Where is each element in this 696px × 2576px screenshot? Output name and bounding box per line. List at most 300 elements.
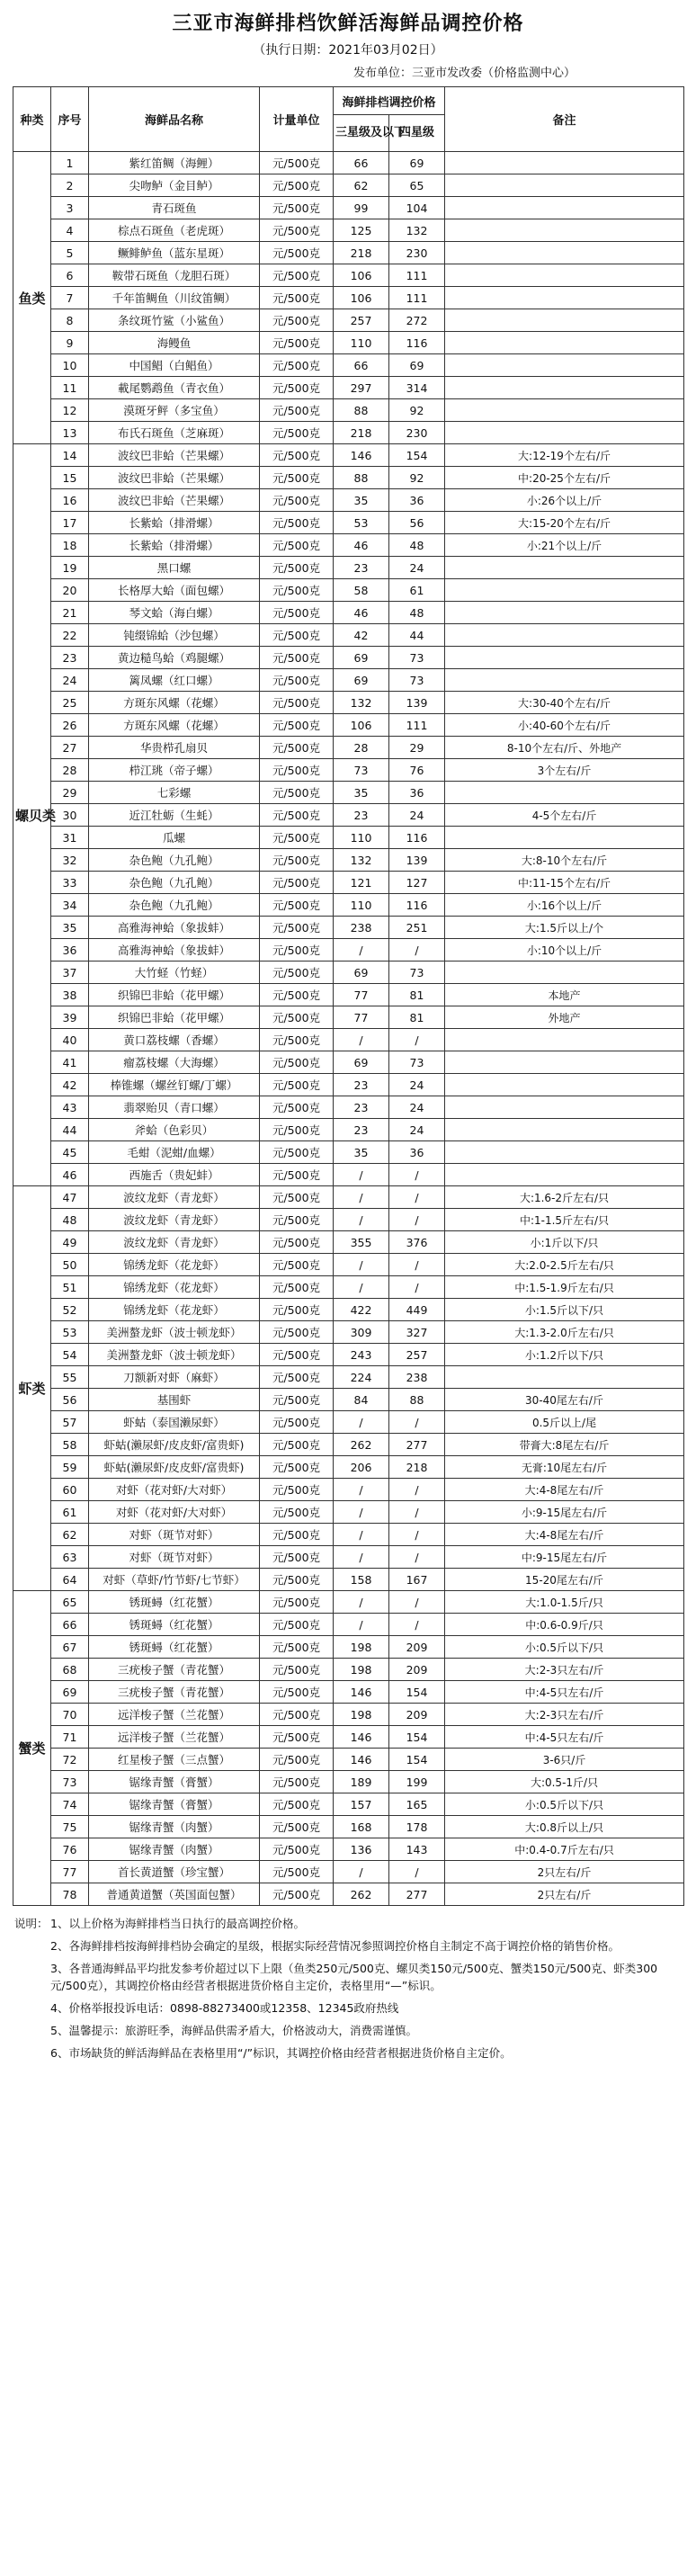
price-four-star-cell: 143 [389, 1838, 445, 1861]
price-four-star-cell: 104 [389, 197, 445, 219]
unit-cell: 元/500克 [260, 1434, 334, 1456]
price-three-star-cell: / [334, 1591, 389, 1614]
table-row [13, 1231, 684, 1254]
table-body [13, 152, 684, 1906]
price-four-star-cell: 167 [389, 1569, 445, 1591]
price-four-star-cell: 92 [389, 467, 445, 489]
remark-cell [445, 647, 684, 669]
price-four-star-cell: 24 [389, 557, 445, 579]
remark-cell: 大:1.5斤以上/个 [445, 917, 684, 939]
note-text: 6、市场缺货的鲜活海鲜品在表格里用“/”标识，其调控价格由经营者根据进货价格自主定价。 [50, 2046, 512, 2060]
name-cell: 波纹龙虾（青龙虾） [89, 1209, 260, 1231]
price-four-star-cell: 327 [389, 1321, 445, 1344]
price-four-star-cell: 277 [389, 1883, 445, 1906]
remark-cell [445, 354, 684, 377]
price-four-star-cell: / [389, 1546, 445, 1569]
unit-cell: 元/500克 [260, 827, 334, 849]
table-row [13, 1479, 684, 1501]
unit-cell: 元/500克 [260, 1321, 334, 1344]
header-price-group: 海鲜排档调控价格 [334, 87, 445, 115]
unit-cell: 元/500克 [260, 1883, 334, 1906]
note-text: 3、各普通海鲜品平均批发参考价超过以下上限（鱼类250元/500克、螺贝类150元/500克、蟹类150元/500克、虾类300元/500克），其调控价格由经营者根据进货价格自主定价，表格里用“—”标识。 [50, 1962, 658, 1992]
price-four-star-cell: 139 [389, 849, 445, 872]
seq-cell: 47 [51, 1186, 89, 1209]
unit-cell: 元/500克 [260, 939, 334, 962]
table-row [13, 872, 684, 894]
remark-cell: 小:9-15尾左右/斤 [445, 1501, 684, 1524]
unit-cell: 元/500克 [260, 467, 334, 489]
seq-cell: 73 [51, 1771, 89, 1793]
table-row [13, 1681, 684, 1704]
price-three-star-cell: 110 [334, 827, 389, 849]
table-row [13, 242, 684, 264]
price-three-star-cell: / [334, 1546, 389, 1569]
unit-cell: 元/500克 [260, 1344, 334, 1366]
price-four-star-cell: 116 [389, 332, 445, 354]
remark-cell: 带膏大:8尾左右/斤 [445, 1434, 684, 1456]
price-three-star-cell: 243 [334, 1344, 389, 1366]
price-three-star-cell: 355 [334, 1231, 389, 1254]
name-cell: 杂色鲍（九孔鲍） [89, 872, 260, 894]
name-cell: 华贵栉孔扇贝 [89, 737, 260, 759]
price-three-star-cell: 69 [334, 647, 389, 669]
price-four-star-cell: 69 [389, 152, 445, 174]
remark-cell: 中:4-5只左右/斤 [445, 1681, 684, 1704]
table-header-row [13, 87, 684, 115]
seq-cell: 28 [51, 759, 89, 782]
name-cell: 七彩螺 [89, 782, 260, 804]
seq-cell: 60 [51, 1479, 89, 1501]
note-item [14, 2044, 683, 2062]
price-three-star-cell: 309 [334, 1321, 389, 1344]
price-three-star-cell: 168 [334, 1816, 389, 1838]
header-three-star: 三星级及以下 [334, 115, 389, 152]
table-row [13, 1209, 684, 1231]
seq-cell: 19 [51, 557, 89, 579]
name-cell: 美洲螯龙虾（波士顿龙虾） [89, 1321, 260, 1344]
table-row [13, 1029, 684, 1051]
price-three-star-cell: / [334, 1861, 389, 1883]
name-cell: 杂色鲍（九孔鲍） [89, 894, 260, 917]
table-row [13, 1321, 684, 1344]
table-row [13, 489, 684, 512]
price-four-star-cell: / [389, 1524, 445, 1546]
price-three-star-cell: 66 [334, 152, 389, 174]
remark-cell [445, 579, 684, 602]
name-cell: 三疣梭子蟹（青花蟹） [89, 1659, 260, 1681]
price-four-star-cell: 73 [389, 962, 445, 984]
unit-cell: 元/500克 [260, 669, 334, 692]
seq-cell: 36 [51, 939, 89, 962]
price-four-star-cell: 81 [389, 984, 445, 1006]
note-lead [14, 2044, 50, 2062]
table-row [13, 827, 684, 849]
unit-cell: 元/500克 [260, 737, 334, 759]
seq-cell: 63 [51, 1546, 89, 1569]
unit-cell: 元/500克 [260, 1704, 334, 1726]
name-cell: 大竹蛏（竹蛏） [89, 962, 260, 984]
name-cell: 锯缘青蟹（膏蟹） [89, 1771, 260, 1793]
name-cell: 对虾（斑节对虾） [89, 1524, 260, 1546]
price-four-star-cell: / [389, 939, 445, 962]
price-four-star-cell: / [389, 1186, 445, 1209]
note-lead [14, 1999, 50, 2017]
price-three-star-cell: 77 [334, 1006, 389, 1029]
remark-cell [445, 669, 684, 692]
price-four-star-cell: / [389, 1164, 445, 1186]
unit-cell: 元/500克 [260, 1209, 334, 1231]
remark-cell: 中:11-15个左右/斤 [445, 872, 684, 894]
unit-cell: 元/500克 [260, 557, 334, 579]
price-three-star-cell: 238 [334, 917, 389, 939]
name-cell: 首长黄道蟹（珍宝蟹） [89, 1861, 260, 1883]
note-lead [14, 1960, 50, 1994]
remark-cell: 大:1.0-1.5斤/只 [445, 1591, 684, 1614]
notes-section [13, 1915, 683, 2062]
seq-cell: 57 [51, 1411, 89, 1434]
unit-cell: 元/500克 [260, 1276, 334, 1299]
table-row [13, 962, 684, 984]
price-three-star-cell: 23 [334, 1096, 389, 1119]
note-item [14, 1960, 683, 1994]
remark-cell [445, 332, 684, 354]
seq-cell: 53 [51, 1321, 89, 1344]
price-three-star-cell: 35 [334, 489, 389, 512]
remark-cell: 小:0.5斤以下/只 [445, 1793, 684, 1816]
price-three-star-cell: 35 [334, 782, 389, 804]
remark-cell: 小:21个以上/斤 [445, 534, 684, 557]
seq-cell: 66 [51, 1614, 89, 1636]
remark-cell: 外地产 [445, 1006, 684, 1029]
remark-cell [445, 1096, 684, 1119]
seq-cell: 59 [51, 1456, 89, 1479]
seq-cell: 15 [51, 467, 89, 489]
name-cell: 远洋梭子蟹（兰花蟹） [89, 1704, 260, 1726]
table-row [13, 264, 684, 287]
unit-cell: 元/500克 [260, 1838, 334, 1861]
seq-cell: 6 [51, 264, 89, 287]
name-cell: 栉江珧（帝子螺） [89, 759, 260, 782]
name-cell: 高雅海神蛤（象拔蚌） [89, 917, 260, 939]
seq-cell: 76 [51, 1838, 89, 1861]
seq-cell: 45 [51, 1141, 89, 1164]
unit-cell: 元/500克 [260, 1569, 334, 1591]
name-cell: 锈斑蟳（红花蟹） [89, 1591, 260, 1614]
price-three-star-cell: 218 [334, 242, 389, 264]
unit-cell: 元/500克 [260, 1479, 334, 1501]
seq-cell: 10 [51, 354, 89, 377]
remark-cell [445, 962, 684, 984]
price-four-star-cell: 272 [389, 309, 445, 332]
price-four-star-cell: 88 [389, 1389, 445, 1411]
seq-cell: 13 [51, 422, 89, 444]
remark-cell [445, 287, 684, 309]
unit-cell: 元/500克 [260, 782, 334, 804]
unit-cell: 元/500克 [260, 309, 334, 332]
price-four-star-cell: 230 [389, 242, 445, 264]
remark-cell: 2只左右/斤 [445, 1883, 684, 1906]
price-four-star-cell: 111 [389, 287, 445, 309]
seq-cell: 37 [51, 962, 89, 984]
seq-cell: 26 [51, 714, 89, 737]
note-text: 1、以上价格为海鲜排档当日执行的最高调控价格。 [50, 1917, 305, 1930]
price-four-star-cell: 81 [389, 1006, 445, 1029]
price-three-star-cell: / [334, 1524, 389, 1546]
price-four-star-cell: 36 [389, 1141, 445, 1164]
unit-cell: 元/500克 [260, 917, 334, 939]
name-cell: 尖吻鲈（金目鲈） [89, 174, 260, 197]
table-row [13, 917, 684, 939]
table-row [13, 1838, 684, 1861]
price-four-star-cell: 139 [389, 692, 445, 714]
seq-cell: 43 [51, 1096, 89, 1119]
price-four-star-cell: 257 [389, 1344, 445, 1366]
name-cell: 篱凤螺（红口螺） [89, 669, 260, 692]
table-row [13, 377, 684, 399]
table-row [13, 1276, 684, 1299]
unit-cell: 元/500克 [260, 1771, 334, 1793]
remark-cell [445, 399, 684, 422]
price-four-star-cell: 73 [389, 1051, 445, 1074]
note-text: 5、温馨提示：旅游旺季，海鲜品供需矛盾大，价格波动大，消费需谨慎。 [50, 2024, 417, 2037]
price-three-star-cell: 132 [334, 692, 389, 714]
note-text: 4、价格举报投诉电话：0898-88273400或12358、12345政府热线 [50, 2001, 399, 2015]
table-row [13, 1164, 684, 1186]
name-cell: 黄口荔枝螺（香螺） [89, 1029, 260, 1051]
name-cell: 对虾（草虾/竹节虾/七节虾） [89, 1569, 260, 1591]
remark-cell [445, 1141, 684, 1164]
remark-cell: 小:1斤以下/只 [445, 1231, 684, 1254]
price-four-star-cell: 251 [389, 917, 445, 939]
name-cell: 虾蛄（泰国濑尿虾） [89, 1411, 260, 1434]
unit-cell: 元/500克 [260, 287, 334, 309]
price-four-star-cell: 154 [389, 1726, 445, 1749]
unit-cell: 元/500克 [260, 197, 334, 219]
name-cell: 锈斑蟳（红花蟹） [89, 1636, 260, 1659]
seq-cell: 9 [51, 332, 89, 354]
price-four-star-cell: 314 [389, 377, 445, 399]
table-row [13, 197, 684, 219]
name-cell: 杂色鲍（九孔鲍） [89, 849, 260, 872]
table-row [13, 894, 684, 917]
name-cell: 波纹龙虾（青龙虾） [89, 1231, 260, 1254]
seq-cell: 29 [51, 782, 89, 804]
table-row [13, 1434, 684, 1456]
note-text: 2、各海鲜排档按海鲜排档协会确定的星级，根据实际经营情况参照调控价格自主制定不高于调控价格的销售价格。 [50, 1939, 620, 1953]
remark-cell: 小:16个以上/斤 [445, 894, 684, 917]
price-three-star-cell: 73 [334, 759, 389, 782]
table-row [13, 399, 684, 422]
remark-cell [445, 197, 684, 219]
unit-cell: 元/500克 [260, 1254, 334, 1276]
price-table [13, 86, 684, 1906]
remark-cell: 15-20尾左右/斤 [445, 1569, 684, 1591]
unit-cell: 元/500克 [260, 1029, 334, 1051]
header-unit: 计量单位 [260, 87, 334, 152]
name-cell: 织锦巴非蛤（花甲螺） [89, 1006, 260, 1029]
unit-cell: 元/500克 [260, 1096, 334, 1119]
header-category: 种类 [13, 87, 51, 152]
category-label: 蟹类 [13, 1591, 51, 1906]
price-four-star-cell: 209 [389, 1659, 445, 1681]
remark-cell [445, 1051, 684, 1074]
remark-cell: 3-6只/斤 [445, 1749, 684, 1771]
unit-cell: 元/500克 [260, 1051, 334, 1074]
price-four-star-cell: 178 [389, 1816, 445, 1838]
table-row [13, 759, 684, 782]
name-cell: 琴文蛤（海白螺） [89, 602, 260, 624]
remark-cell: 大:8-10个左右/斤 [445, 849, 684, 872]
price-four-star-cell: / [389, 1861, 445, 1883]
seq-cell: 64 [51, 1569, 89, 1591]
unit-cell: 元/500克 [260, 444, 334, 467]
table-row [13, 174, 684, 197]
page-title: 三亚市海鲜排档饮鲜活海鲜品调控价格 [172, 13, 524, 35]
remark-cell [445, 1119, 684, 1141]
remark-cell [445, 242, 684, 264]
seq-cell: 16 [51, 489, 89, 512]
seq-cell: 20 [51, 579, 89, 602]
seq-cell: 22 [51, 624, 89, 647]
price-three-star-cell: 198 [334, 1659, 389, 1681]
unit-cell: 元/500克 [260, 1524, 334, 1546]
name-cell: 条纹斑竹鲨（小鲨鱼） [89, 309, 260, 332]
price-four-star-cell: 218 [389, 1456, 445, 1479]
name-cell: 高雅海神蛤（象拔蚌） [89, 939, 260, 962]
header-seq: 序号 [51, 87, 89, 152]
seq-cell: 55 [51, 1366, 89, 1389]
seq-cell: 3 [51, 197, 89, 219]
seq-cell: 41 [51, 1051, 89, 1074]
table-row [13, 714, 684, 737]
price-three-star-cell: 110 [334, 894, 389, 917]
table-row [13, 534, 684, 557]
name-cell: 瘤荔枝螺（大海螺） [89, 1051, 260, 1074]
table-row [13, 1524, 684, 1546]
price-four-star-cell: 154 [389, 444, 445, 467]
seq-cell: 7 [51, 287, 89, 309]
name-cell: 基围虾 [89, 1389, 260, 1411]
price-four-star-cell: 73 [389, 669, 445, 692]
remark-cell: 大:15-20个左右/斤 [445, 512, 684, 534]
name-cell: 布氏石斑鱼（芝麻斑） [89, 422, 260, 444]
table-row [13, 1749, 684, 1771]
price-four-star-cell: 277 [389, 1434, 445, 1456]
name-cell: 锯缘青蟹（肉蟹） [89, 1838, 260, 1861]
price-four-star-cell: 154 [389, 1749, 445, 1771]
table-row [13, 804, 684, 827]
price-three-star-cell: 62 [334, 174, 389, 197]
price-three-star-cell: 69 [334, 962, 389, 984]
price-four-star-cell: / [389, 1411, 445, 1434]
price-three-star-cell: 23 [334, 804, 389, 827]
table-row [13, 1546, 684, 1569]
name-cell: 虾蛄(濑尿虾/皮皮虾/富贵虾) [89, 1456, 260, 1479]
price-four-star-cell: 127 [389, 872, 445, 894]
unit-cell: 元/500克 [260, 1141, 334, 1164]
name-cell: 近江牡蛎（生蚝） [89, 804, 260, 827]
publisher-line: 发布单位：三亚市发改委（价格监测中心） [352, 67, 576, 80]
price-three-star-cell: 198 [334, 1704, 389, 1726]
table-row [13, 1456, 684, 1479]
seq-cell: 11 [51, 377, 89, 399]
price-three-star-cell: / [334, 1479, 389, 1501]
unit-cell: 元/500克 [260, 1389, 334, 1411]
name-cell: 翡翠贻贝（青口螺） [89, 1096, 260, 1119]
seq-cell: 72 [51, 1749, 89, 1771]
name-cell: 红星梭子蟹（三点蟹） [89, 1749, 260, 1771]
seq-cell: 39 [51, 1006, 89, 1029]
seq-cell: 67 [51, 1636, 89, 1659]
name-cell: 瓜螺 [89, 827, 260, 849]
remark-cell: 大:2-3只左右/斤 [445, 1659, 684, 1681]
price-four-star-cell: 230 [389, 422, 445, 444]
seq-cell: 31 [51, 827, 89, 849]
table-row [13, 984, 684, 1006]
price-three-star-cell: 189 [334, 1771, 389, 1793]
remark-cell [445, 1074, 684, 1096]
note-item [14, 1999, 683, 2017]
price-four-star-cell: / [389, 1029, 445, 1051]
price-three-star-cell: / [334, 1186, 389, 1209]
price-three-star-cell: 157 [334, 1793, 389, 1816]
seq-cell: 4 [51, 219, 89, 242]
table-row [13, 1861, 684, 1883]
unit-cell: 元/500克 [260, 1793, 334, 1816]
unit-cell: 元/500克 [260, 1501, 334, 1524]
name-cell: 长紫蛤（排滑螺） [89, 512, 260, 534]
unit-cell: 元/500克 [260, 1681, 334, 1704]
price-four-star-cell: 376 [389, 1231, 445, 1254]
unit-cell: 元/500克 [260, 894, 334, 917]
price-three-star-cell: 422 [334, 1299, 389, 1321]
table-row [13, 557, 684, 579]
price-three-star-cell: 66 [334, 354, 389, 377]
remark-cell [445, 1164, 684, 1186]
name-cell: 锯缘青蟹（膏蟹） [89, 1793, 260, 1816]
seq-cell: 52 [51, 1299, 89, 1321]
name-cell: 普通黄道蟹（英国面包蟹） [89, 1883, 260, 1906]
seq-cell: 1 [51, 152, 89, 174]
seq-cell: 32 [51, 849, 89, 872]
table-row [13, 1006, 684, 1029]
unit-cell: 元/500克 [260, 1074, 334, 1096]
remark-cell [445, 174, 684, 197]
price-four-star-cell: 76 [389, 759, 445, 782]
remark-cell: 无膏:10尾左右/斤 [445, 1456, 684, 1479]
unit-cell: 元/500克 [260, 692, 334, 714]
table-row [13, 782, 684, 804]
unit-cell: 元/500克 [260, 1726, 334, 1749]
price-three-star-cell: 106 [334, 264, 389, 287]
price-three-star-cell: 84 [334, 1389, 389, 1411]
table-row [13, 1299, 684, 1321]
unit-cell: 元/500克 [260, 377, 334, 399]
seq-cell: 75 [51, 1816, 89, 1838]
price-three-star-cell: 125 [334, 219, 389, 242]
remark-cell [445, 782, 684, 804]
seq-cell: 35 [51, 917, 89, 939]
unit-cell: 元/500克 [260, 872, 334, 894]
seq-cell: 68 [51, 1659, 89, 1681]
seq-cell: 38 [51, 984, 89, 1006]
name-cell: 漠斑牙鲆（多宝鱼） [89, 399, 260, 422]
unit-cell: 元/500克 [260, 354, 334, 377]
table-row [13, 1569, 684, 1591]
table-row [13, 287, 684, 309]
price-three-star-cell: / [334, 1411, 389, 1434]
name-cell: 毛蚶（泥蚶/血螺） [89, 1141, 260, 1164]
